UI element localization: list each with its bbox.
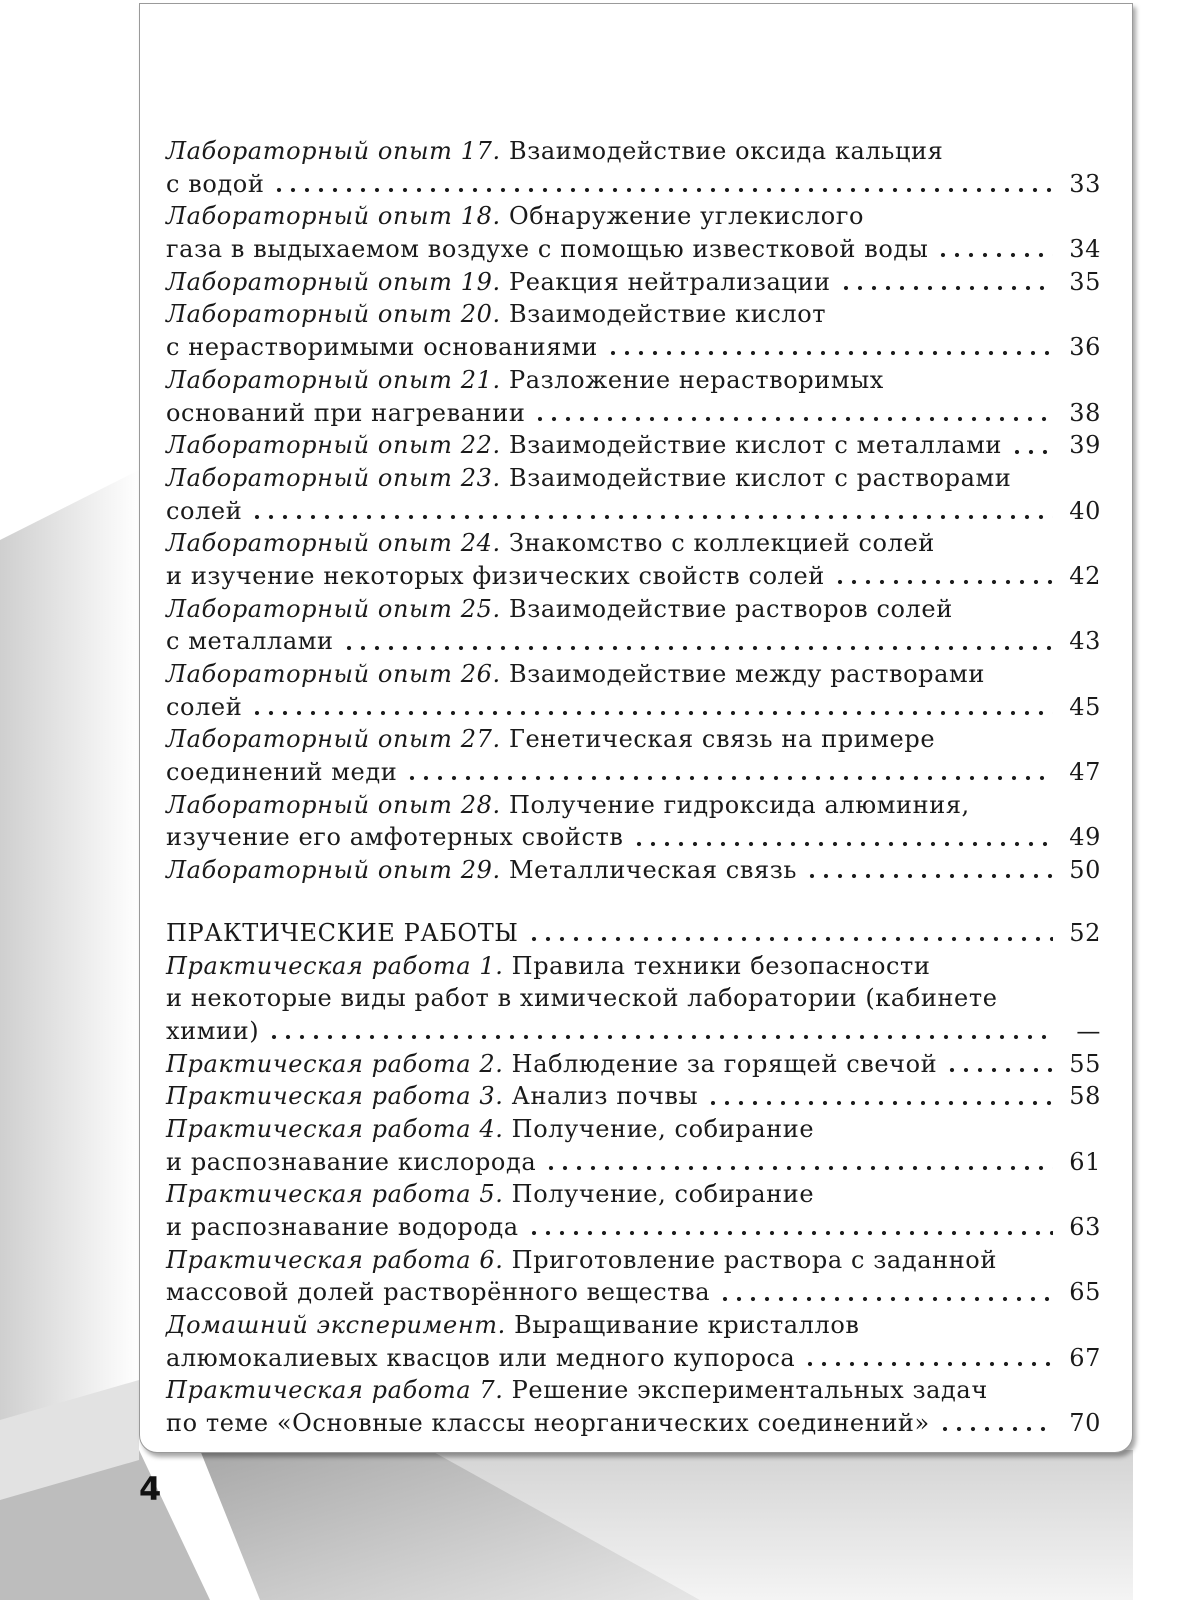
dot-leader [1010,447,1053,457]
toc-entry-label: Лабораторный опыт 18. [166,202,501,231]
toc-entry-label: Лабораторный опыт 21. [166,365,501,394]
dot-leader [706,1098,1053,1108]
dot-leader [936,250,1053,260]
toc-entry-line [166,1407,1101,1440]
toc-entry-line [166,331,1101,364]
toc-entry-line [166,756,1101,789]
toc-entry-text [166,527,935,560]
toc-entry-text [166,397,525,430]
toc-entry-label: Лабораторный опыт 24. [166,529,501,558]
toc-entry-label: Лабораторный опыт 19. [166,267,501,296]
toc-entry-label: Лабораторный опыт 29. [166,856,501,885]
toc-entry-line [166,397,1101,430]
toc-entry-line [166,1015,1101,1048]
toc-entry-title: Металлическая связь [500,856,798,885]
toc-entry-line [166,1080,1101,1113]
toc-entry-title: и некоторые виды работ в химической лаборатории (кабинете [166,984,998,1013]
dot-leader [632,839,1053,849]
toc-entry-label: Практическая работа 5. [166,1180,504,1209]
toc-entry-line [166,527,1101,560]
toc-page-number: 39 [1069,431,1101,460]
toc-page-number: 47 [1069,758,1101,787]
toc-page-number: 36 [1069,333,1101,362]
toc-entry-text [166,168,264,201]
toc-entry-title: химии) [166,1016,260,1045]
toc-entry-title: Генетическая связь на примере [500,725,936,754]
toc-entry-line [166,1309,1101,1342]
toc-entry-text [166,233,928,266]
toc-entry-title: Реакция нейтрализации [500,267,831,296]
section-gap [166,887,1101,917]
toc-entry-text [166,1276,710,1309]
toc-entry-line [166,1374,1101,1407]
toc-entry-line [166,200,1101,233]
toc-entry-line [166,982,1101,1015]
toc-entry-title: Получение, собирание [503,1180,815,1209]
toc-entry-line [166,1244,1101,1277]
toc-entry-line [166,298,1101,331]
toc-page-number: 38 [1069,398,1101,427]
toc-entry-text [166,1015,259,1048]
toc-entry-text [166,625,334,658]
toc-entry-line [166,593,1101,626]
toc-entry-line [166,789,1101,822]
toc-entry-title: Знакомство с коллекцией солей [500,529,935,558]
toc-entry-title: Наблюдение за горящей свечой [503,1049,938,1078]
toc-entry-text [166,1146,536,1179]
toc-entry-title: Правила техники безопасности [503,951,931,980]
toc-entry-label: Практическая работа 1. [166,951,504,980]
dot-leader [405,773,1053,783]
toc-page-number: 45 [1069,692,1101,721]
toc-entry-title: Решение экспериментальных задач [503,1376,988,1405]
toc-page-number: 65 [1069,1278,1101,1307]
toc-entry-title: с водой [166,169,265,198]
toc-page-number: 52 [1069,918,1101,947]
toc-page-number: 49 [1069,823,1101,852]
toc-entry-label: Практическая работа 7. [166,1376,504,1405]
toc-entry-line [166,1276,1101,1309]
toc-entry-line [166,266,1101,299]
toc-entry-title: Обнаружение углекислого [500,202,865,231]
toc-entry-text [166,1309,860,1342]
dot-leader [267,1032,1053,1042]
toc-entry-line [166,658,1101,691]
dot-leader [803,1359,1053,1369]
toc-entry-label: Лабораторный опыт 17. [166,137,501,165]
dot-leader [250,708,1053,718]
toc-page-number: 42 [1069,561,1101,590]
toc-entry-line [166,364,1101,397]
toc-entry-text [166,1407,930,1440]
dot-leader [527,1228,1053,1238]
toc-entry-line [166,1146,1101,1179]
dot-leader [938,1424,1053,1434]
toc-entry-text [166,1113,814,1146]
toc-entry-line [166,1048,1101,1081]
toc-entry-title: Взаимодействие кислот с металлами [500,431,1002,460]
toc-entry-line [166,917,1101,950]
toc-entry-line [166,168,1101,201]
toc-entry-label: Лабораторный опыт 23. [166,463,501,492]
toc-entry-line [166,691,1101,724]
toc-entry-text [166,1048,937,1081]
toc-entry-text [166,266,831,299]
toc-entry-line [166,495,1101,528]
toc-entry-text [166,1342,795,1375]
toc-page-number: 58 [1069,1082,1101,1111]
toc-entry-text [166,789,970,822]
toc-page-number: 40 [1069,496,1101,525]
dot-leader [342,643,1053,653]
toc-page-number: 70 [1069,1409,1101,1438]
toc-entry-label: Лабораторный опыт 28. [166,790,501,819]
toc-entry-title: Получение гидроксида алюминия, [500,790,970,819]
toc-entry-text [166,982,998,1015]
toc-page-number: — [1076,1016,1101,1045]
toc-entry-title: Взаимодействие оксида кальция [500,137,944,165]
dot-leader [839,283,1053,293]
toc-page-number: 67 [1069,1343,1101,1372]
toc-entry-text [166,298,826,331]
toc-page-number: 33 [1069,169,1101,198]
toc-entry-text [166,462,1011,495]
toc-entry-title: Приготовление раствора с заданной [503,1245,997,1274]
toc-entry-title: Выращивание кристаллов [505,1311,860,1340]
dot-leader [272,185,1053,195]
toc-page-number: 35 [1069,267,1101,296]
toc-entry-line [166,1342,1101,1375]
dot-leader [718,1294,1053,1304]
toc-entry-text [166,691,242,724]
toc-entry-label: Лабораторный опыт 27. [166,725,501,754]
toc-entry-title: соединений меди [166,758,398,787]
dot-leader [833,577,1053,587]
toc-entry-text [166,135,943,168]
toc-entry-text [166,1374,988,1407]
toc-entry-label: Домашний эксперимент. [166,1311,506,1340]
toc-entry-title: солей [166,496,243,525]
toc-entry-text [166,331,598,364]
toc-entry-label: Практическая работа 6. [166,1245,504,1274]
toc-entry-text [166,364,884,397]
toc-entry-line [166,429,1101,462]
toc-entry-text [166,917,519,950]
dot-leader [945,1065,1053,1075]
toc-entry-title: Взаимодействие между растворами [500,660,985,688]
toc-entry-line [166,821,1101,854]
toc-entry-line [166,1113,1101,1146]
toc-entry-label: Лабораторный опыт 26. [166,660,501,688]
table-of-contents [166,135,1101,1440]
toc-entry-line [166,560,1101,593]
dot-leader [533,414,1053,424]
dot-leader [606,348,1053,358]
toc-entry-title: по теме «Основные классы неорганических соединений» [166,1409,930,1438]
toc-entry-text [166,200,864,233]
toc-entry-text [166,429,1002,462]
toc-entry-text [166,723,935,756]
toc-entry-label: Лабораторный опыт 25. [166,594,501,623]
toc-entry-line [166,854,1101,887]
toc-entry-text [166,658,985,691]
toc-entry-title: и распознавание водорода [166,1213,519,1241]
toc-entry-title: Взаимодействие растворов солей [500,594,953,623]
toc-entry-title: изучение его амфотерных свойств [166,823,624,852]
toc-entry-line [166,1178,1101,1211]
toc-page-number: 43 [1069,627,1101,656]
toc-entry-text [166,1080,698,1113]
toc-entry-label: Практическая работа 3. [166,1082,504,1111]
toc-page-number: 61 [1069,1147,1101,1176]
dot-leader [250,512,1053,522]
toc-entry-label: Практическая работа 2. [166,1049,504,1078]
toc-entry-line [166,950,1101,983]
toc-entry-text [166,821,624,854]
toc-entry-text [166,756,397,789]
toc-entry-title: ПРАКТИЧЕСКИЕ РАБОТЫ [166,918,519,947]
toc-entry-text [166,1211,519,1244]
toc-entry-text [166,560,825,593]
toc-entry-line [166,1211,1101,1244]
toc-page-number: 50 [1069,856,1101,885]
toc-entry-title: с металлами [166,627,334,656]
toc-entry-title: Взаимодействие кислот с растворами [500,463,1012,492]
toc-entry-title: Получение, собирание [503,1114,815,1143]
dot-leader [527,934,1053,944]
toc-entry-title: Разложение нерастворимых [500,365,884,394]
toc-entry-text [166,593,953,626]
toc-page-number: 55 [1069,1049,1101,1078]
toc-entry-text [166,854,797,887]
toc-entry-line [166,233,1101,266]
toc-entry-line [166,462,1101,495]
toc-entry-line [166,723,1101,756]
toc-entry-label: Лабораторный опыт 20. [166,300,501,329]
toc-entry-title: с нерастворимыми основаниями [166,333,598,362]
toc-entry-text [166,1244,997,1277]
toc-entry-line [166,135,1101,168]
toc-entry-title: и распознавание кислорода [166,1147,537,1176]
toc-entry-line [166,625,1101,658]
toc-entry-title: газа в выдыхаемом воздухе с помощью известковой воды [166,235,929,264]
toc-entry-title: солей [166,692,243,721]
toc-entry-title: алюмокалиевых квасцов или медного купороса [166,1343,796,1372]
toc-entry-text [166,950,931,983]
dot-leader [544,1163,1053,1173]
toc-entry-title: массовой долей растворённого вещества [166,1278,711,1307]
toc-entry-label: Практическая работа 4. [166,1114,504,1143]
toc-entry-title: оснований при нагревании [166,398,526,427]
toc-entry-text [166,495,242,528]
toc-entry-label: Лабораторный опыт 22. [166,431,501,460]
toc-entry-text [166,1178,814,1211]
toc-entry-title: и изучение некоторых физических свойств солей [166,561,825,590]
toc-page-number: 63 [1069,1213,1101,1241]
page-number: 4 [139,1470,162,1508]
dot-leader [805,871,1053,881]
toc-entry-title: Анализ почвы [503,1082,699,1111]
toc-page-number: 34 [1069,235,1101,264]
toc-entry-title: Взаимодействие кислот [500,300,827,329]
